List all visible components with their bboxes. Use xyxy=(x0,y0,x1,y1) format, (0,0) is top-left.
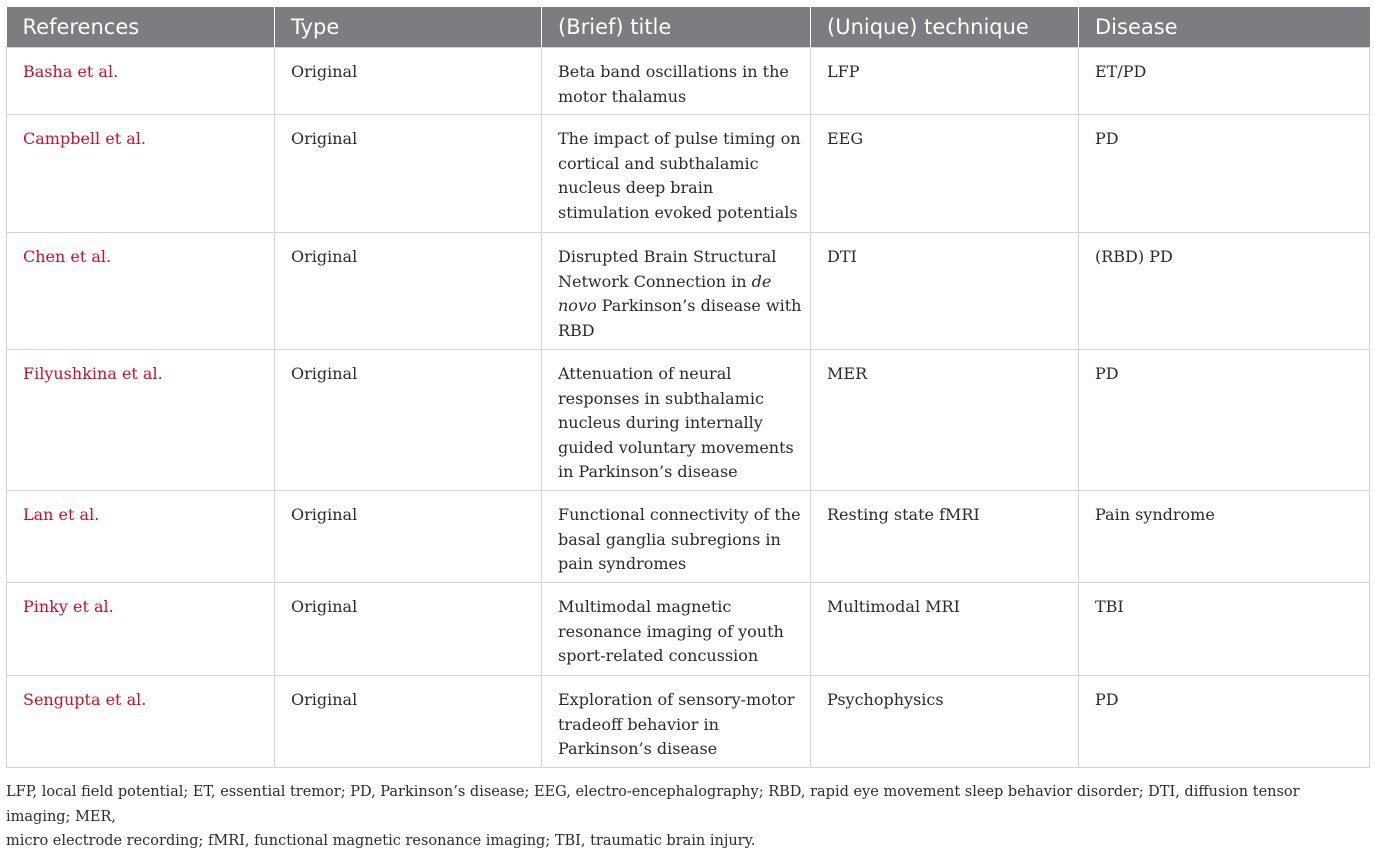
title-line: Attenuation of neural xyxy=(558,364,732,383)
type-cell: Original xyxy=(275,48,542,115)
reference-link[interactable] xyxy=(7,491,275,583)
title-line: in Parkinson’s disease xyxy=(558,462,738,481)
reference-link[interactable] xyxy=(7,583,275,676)
title-line: resonance imaging of youth xyxy=(558,621,784,641)
table-row xyxy=(7,48,1370,115)
header-unique-technique: (Unique) technique xyxy=(811,7,1079,48)
title-line: tradeoff behavior in xyxy=(558,714,719,734)
table-row xyxy=(7,491,1370,583)
title-line: Parkinson’s disease with xyxy=(596,296,802,315)
title-cell xyxy=(542,115,811,233)
technique-cell: EEG xyxy=(811,115,1079,233)
footnote-line: LFP, local field potential; ET, essential tremor; PD, Parkinson’s disease; EEG, electro-encephalography; RBD, rapid eye movement sleep behavior disorder; DTI, diffusion tensor imaging; MER, xyxy=(6,784,1300,825)
title-line: Parkinson’s disease xyxy=(558,739,718,758)
type-cell: Original xyxy=(275,491,542,583)
title-line: sport-related concussion xyxy=(558,646,759,665)
header-references: References xyxy=(7,7,275,48)
table-header-row xyxy=(7,7,1370,48)
title-line: cortical and subthalamic xyxy=(558,153,759,173)
header-type: Type xyxy=(275,7,542,48)
title-line: Disrupted Brain Structural xyxy=(558,247,777,266)
type-cell: Original xyxy=(275,233,542,350)
title-line: Multimodal magnetic xyxy=(558,597,732,616)
disease-cell: PD xyxy=(1079,115,1370,233)
table-row xyxy=(7,583,1370,676)
disease-cell: ET/PD xyxy=(1079,48,1370,115)
table-row xyxy=(7,115,1370,233)
reference-text[interactable]: Lan et al. xyxy=(23,505,100,524)
technique-cell: MER xyxy=(811,350,1079,491)
reference-link[interactable] xyxy=(7,233,275,350)
reference-link[interactable] xyxy=(7,676,275,768)
disease-cell: PD xyxy=(1079,350,1370,491)
title-italic: de xyxy=(751,271,772,291)
technique-cell: DTI xyxy=(811,233,1079,350)
title-italic: novo xyxy=(558,296,597,315)
header-disease: Disease xyxy=(1079,7,1370,48)
title-line: guided voluntary movements xyxy=(558,437,794,457)
title-cell xyxy=(542,48,811,115)
type-cell: Original xyxy=(275,676,542,768)
title-line: Exploration of sensory-motor xyxy=(558,690,795,709)
title-line: pain syndromes xyxy=(558,554,687,573)
type-cell: Original xyxy=(275,115,542,233)
technique-cell: Multimodal MRI xyxy=(811,583,1079,676)
reference-text[interactable]: Campbell et al. xyxy=(23,129,146,148)
title-line: stimulation evoked potentials xyxy=(558,202,798,222)
disease-cell: PD xyxy=(1079,676,1370,768)
reference-link[interactable] xyxy=(7,48,275,115)
table-row xyxy=(7,233,1370,350)
table-row xyxy=(7,676,1370,768)
title-line: nucleus deep brain xyxy=(558,178,714,197)
reference-text[interactable]: Filyushkina et al. xyxy=(23,364,163,383)
title-cell xyxy=(542,676,811,768)
title-cell xyxy=(542,233,811,350)
table-footnote xyxy=(6,780,1366,854)
reference-text[interactable]: Pinky et al. xyxy=(23,597,114,616)
title-line: nucleus during internally xyxy=(558,413,763,432)
disease-cell: Pain syndrome xyxy=(1079,491,1370,583)
header-brief-title: (Brief) title xyxy=(542,7,811,48)
disease-cell: TBI xyxy=(1079,583,1370,676)
reference-link[interactable] xyxy=(7,115,275,233)
title-line: responses in subthalamic xyxy=(558,388,764,408)
title-line: RBD xyxy=(558,320,595,340)
reference-text[interactable]: Chen et al. xyxy=(23,247,112,266)
reference-link[interactable] xyxy=(7,350,275,491)
type-cell: Original xyxy=(275,583,542,676)
title-line: motor thalamus xyxy=(558,86,687,106)
title-line: The impact of pulse timing on xyxy=(558,129,801,148)
title-line: Network Connection in xyxy=(558,271,752,291)
references-table xyxy=(6,7,1370,768)
table-row xyxy=(7,350,1370,491)
references-table-container xyxy=(6,7,1369,854)
reference-text[interactable]: Basha et al. xyxy=(23,62,119,81)
title-line: Functional connectivity of the xyxy=(558,505,801,524)
reference-text[interactable]: Sengupta et al. xyxy=(23,690,147,709)
technique-cell: Resting state fMRI xyxy=(811,491,1079,583)
technique-cell: Psychophysics xyxy=(811,676,1079,768)
title-line: basal ganglia subregions in xyxy=(558,529,781,549)
technique-cell: LFP xyxy=(811,48,1079,115)
disease-cell: (RBD) PD xyxy=(1079,233,1370,350)
title-cell xyxy=(542,583,811,676)
footnote-line: micro electrode recording; fMRI, functional magnetic resonance imaging; TBI, traumatic brain injury. xyxy=(6,833,756,849)
title-cell xyxy=(542,491,811,583)
title-cell xyxy=(542,350,811,491)
title-line: Beta band oscillations in the xyxy=(558,62,789,81)
type-cell: Original xyxy=(275,350,542,491)
